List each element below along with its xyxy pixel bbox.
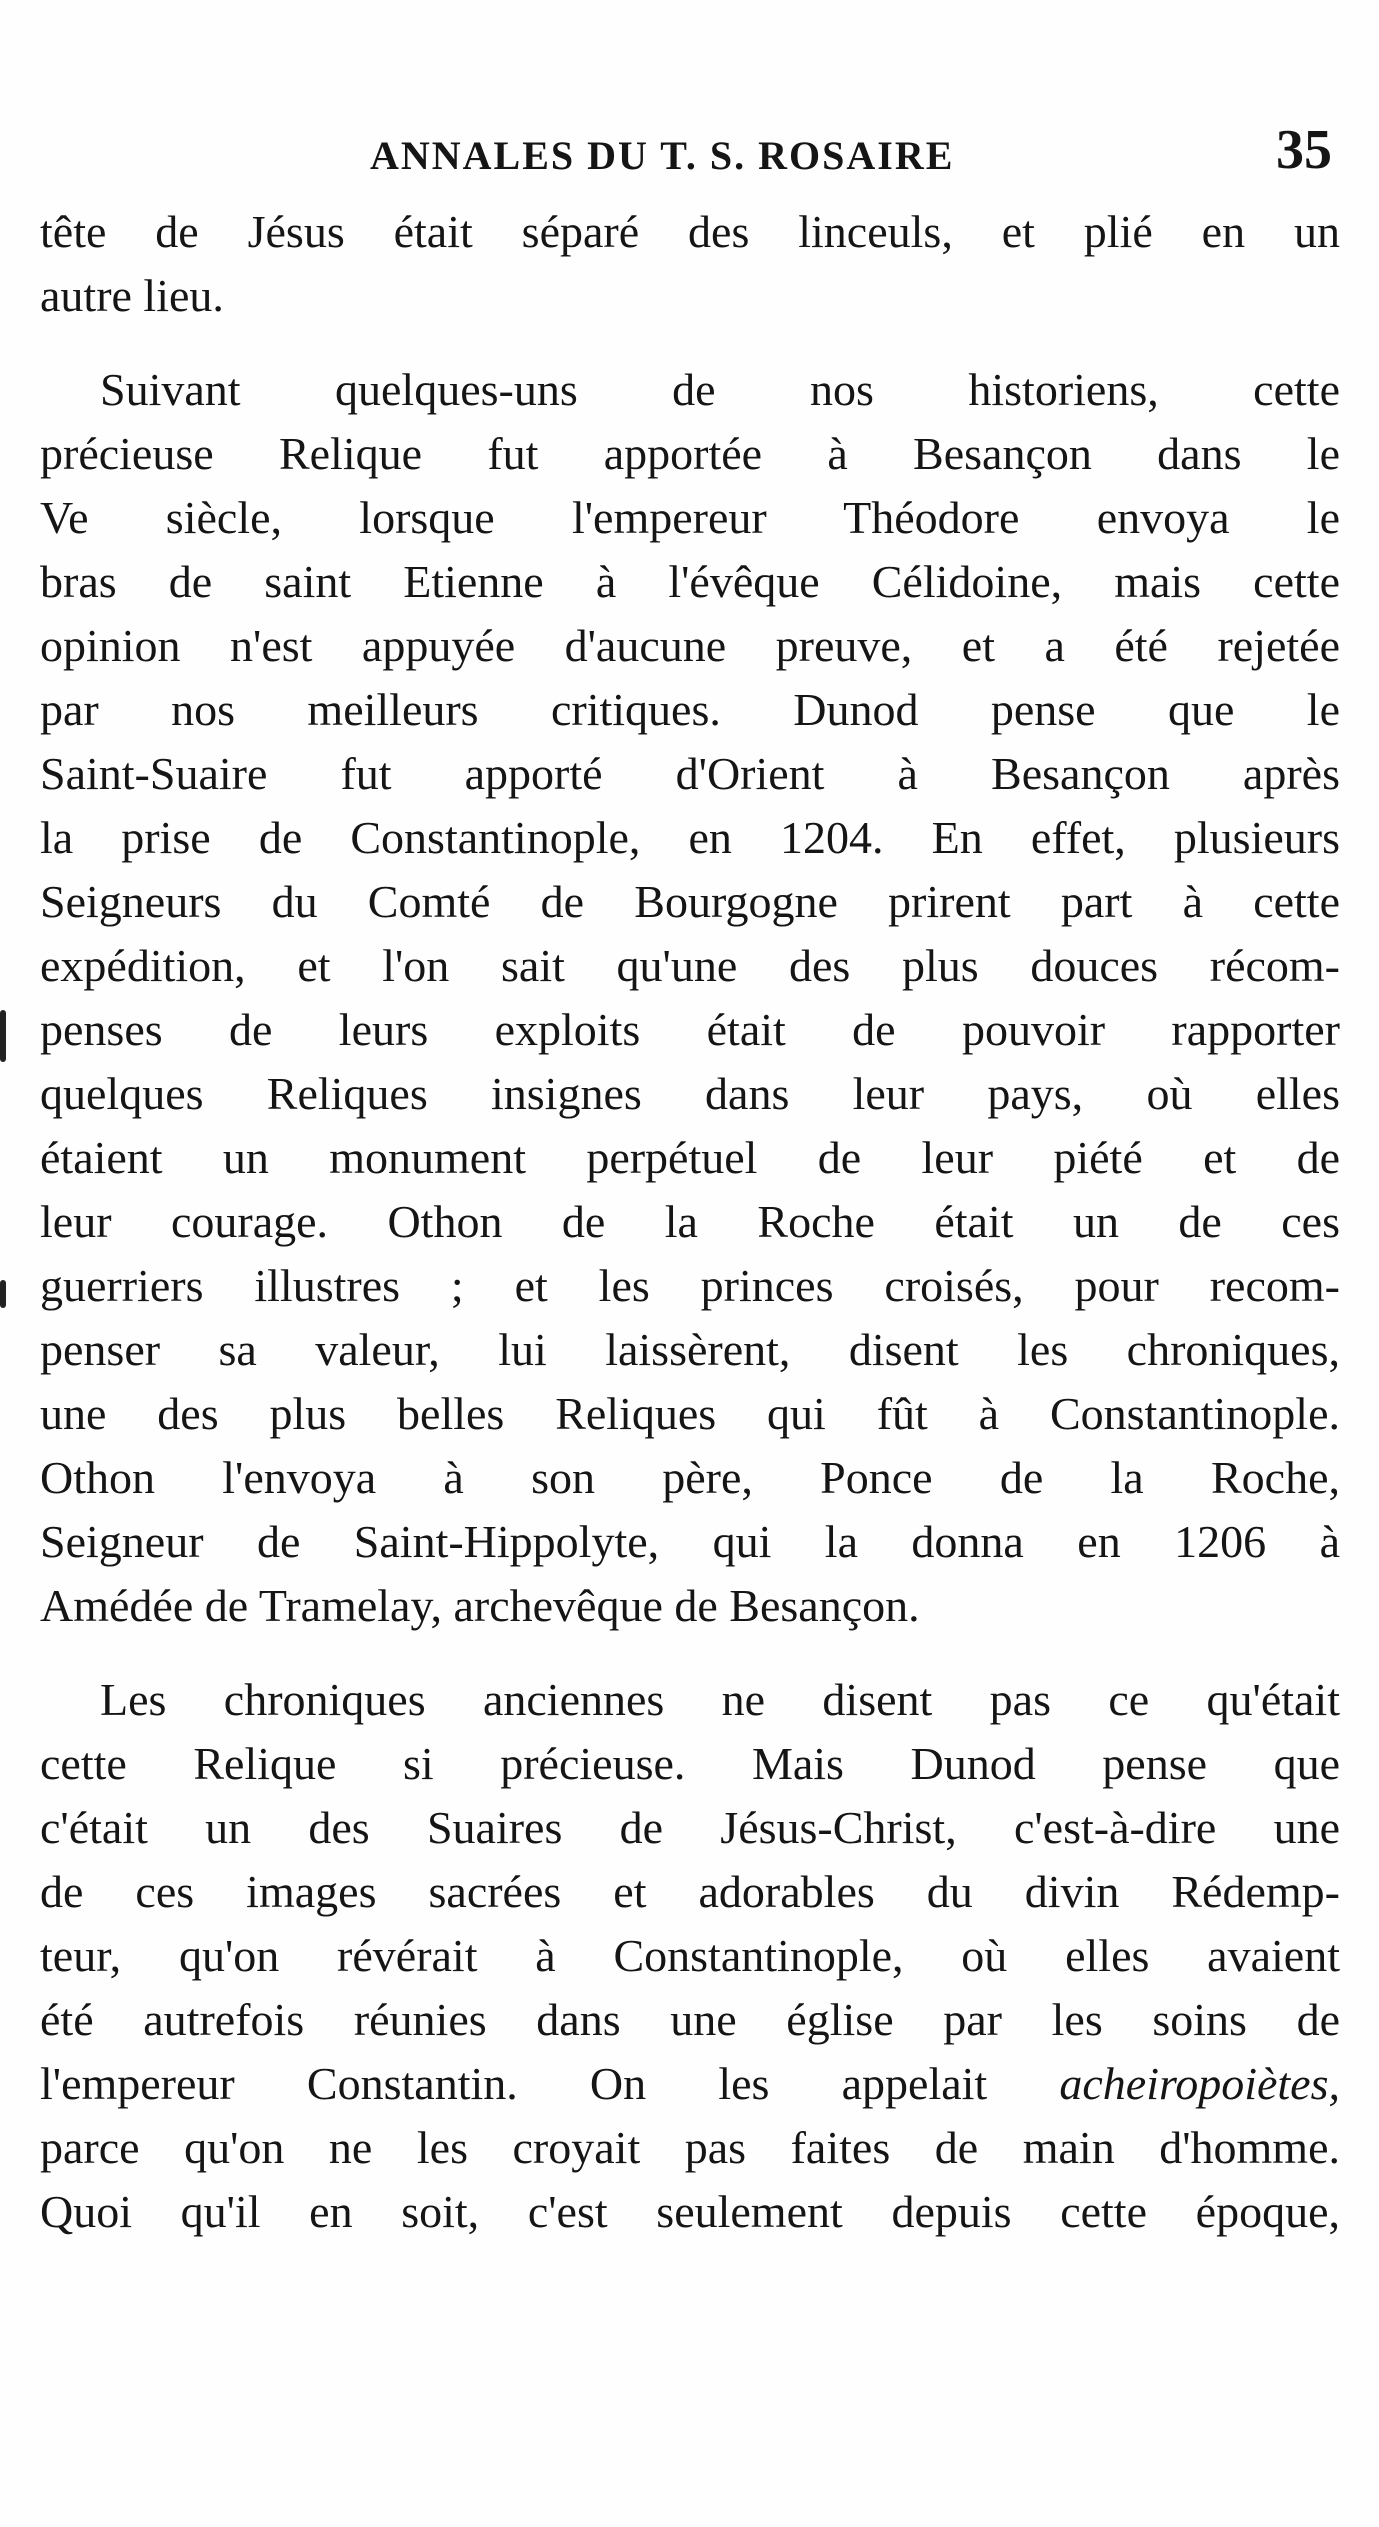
text-line: penses de leurs exploits était de pouvoir rapporter (40, 1004, 1340, 1055)
text-line: de ces images sacrées et adorables du divin Rédemp- (40, 1866, 1340, 1917)
text-line: parce qu'on ne les croyait pas faites de main d'homme. (40, 2122, 1340, 2173)
text-line: Suivant quelques-uns de nos historiens, cette (100, 364, 1340, 415)
text-line: Othon l'envoya à son père, Ponce de la Roche, (40, 1452, 1340, 1503)
text-line: Saint-Suaire fut apporté d'Orient à Besançon après (40, 748, 1340, 799)
page-number: 35 (1276, 119, 1332, 181)
page-header (0, 118, 1379, 198)
text-line: une des plus belles Reliques qui fût à Constantinople. (40, 1388, 1340, 1439)
text-line: penser sa valeur, lui laissèrent, disent les chroniques, (40, 1324, 1340, 1375)
text-line: expédition, et l'on sait qu'une des plus douces récom- (40, 940, 1340, 991)
text-line: Les chroniques anciennes ne disent pas ce qu'était (100, 1674, 1340, 1725)
text-segment: l'empereur Constantin. On les appelait (40, 2058, 988, 2109)
text-line: précieuse Relique fut apportée à Besançon dans le (40, 428, 1340, 479)
text-line: c'était un des Suaires de Jésus-Christ, c'est-à-dire une (40, 1802, 1340, 1853)
text-line: Seigneur de Saint-Hippolyte, qui la donna en 1206 à (40, 1516, 1340, 1567)
text-line: étaient un monument perpétuel de leur piété et de (40, 1132, 1340, 1183)
text-line: tête de Jésus était séparé des linceuls, et plié en un (40, 206, 1340, 257)
text-line: quelques Reliques insignes dans leur pays, où elles (40, 1068, 1340, 1119)
margin-ink-mark (0, 1280, 6, 1308)
text-line: la prise de Constantinople, en 1204. En effet, plusieurs (40, 812, 1340, 863)
running-title: ANNALES DU T. S. ROSAIRE (370, 133, 955, 178)
text-line: Ve siècle, lorsque l'empereur Théodore envoya le (40, 492, 1340, 543)
text-line-with-italic (40, 2052, 1340, 2116)
italic-term: acheiropoiètes, (1059, 2058, 1340, 2109)
text-line: leur courage. Othon de la Roche était un de ces (40, 1196, 1340, 1247)
text-line: cette Relique si précieuse. Mais Dunod pense que (40, 1738, 1340, 1789)
text-line: teur, qu'on révérait à Constantinople, où elles avaient (40, 1930, 1340, 1981)
text-line: été autrefois réunies dans une église par les soins de (40, 1994, 1340, 2045)
margin-ink-mark (0, 1010, 6, 1062)
text-line: par nos meilleurs critiques. Dunod pense que le (40, 684, 1340, 735)
text-line: opinion n'est appuyée d'aucune preuve, et a été rejetée (40, 620, 1340, 671)
text-line: Quoi qu'il en soit, c'est seulement depuis cette époque, (40, 2186, 1340, 2237)
text-line: autre lieu. (40, 270, 224, 321)
text-line: Amédée de Tramelay, archevêque de Besançon. (40, 1580, 920, 1631)
text-line: bras de saint Etienne à l'évêque Célidoine, mais cette (40, 556, 1340, 607)
text-line: guerriers illustres ; et les princes croisés, pour recom- (40, 1260, 1340, 1311)
text-line: Seigneurs du Comté de Bourgogne prirent part à cette (40, 876, 1340, 927)
